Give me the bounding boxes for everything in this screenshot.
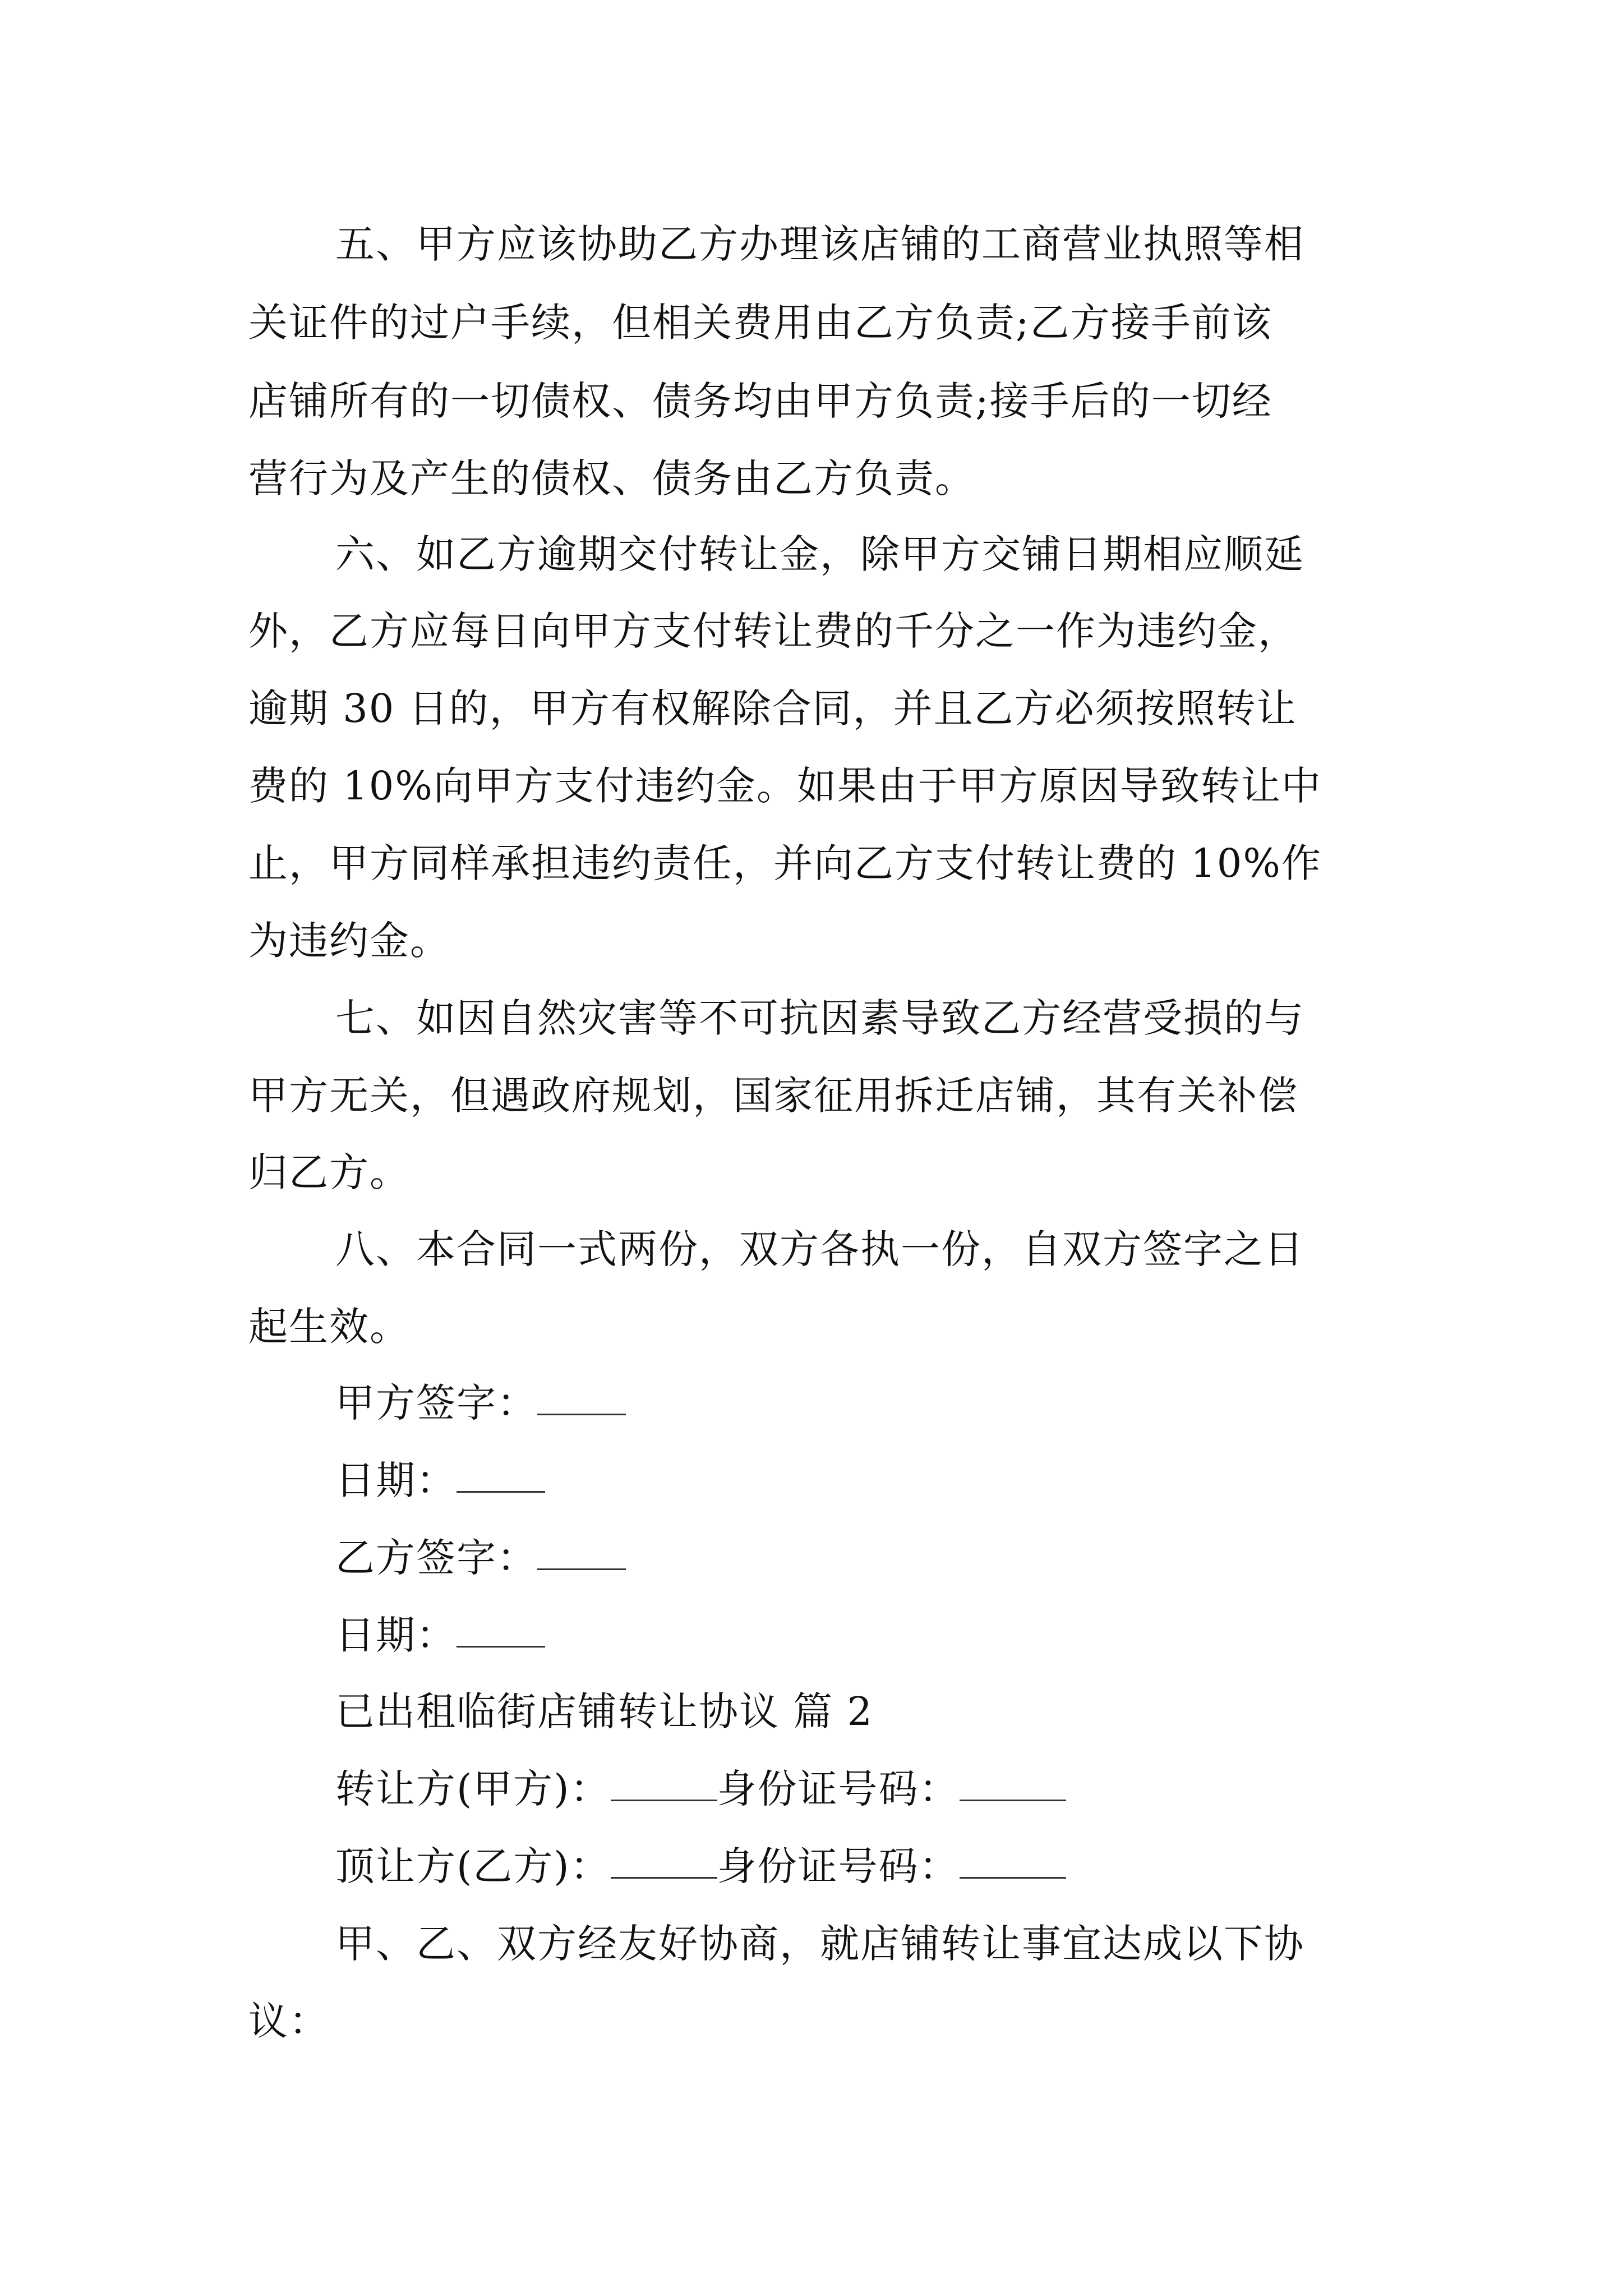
para7-line1: 七、如因自然灾害等不可抗因素导致乙方经营受损的与 [335, 995, 1304, 1041]
transferor-id-blank [960, 1800, 1066, 1801]
para5-line1: 五、甲方应该协助乙方办理该店铺的工商营业执照等相 [335, 221, 1304, 267]
para6-line6: 为违约金。 [248, 918, 450, 964]
transferee-id-label: 身份证号码： [717, 1843, 960, 1889]
date-label-2: 日期： [335, 1612, 457, 1658]
para5-line2: 关证件的过户手续，但相关费用由乙方负责;乙方接手前该 [248, 300, 1272, 346]
para6-line1: 六、如乙方逾期交付转让金，除甲方交铺日期相应顺延 [335, 531, 1304, 577]
transferor-label: 转让方(甲方)： [335, 1766, 611, 1812]
transferee-label: 顶让方(乙方)： [335, 1843, 611, 1889]
para8-line2: 起生效。 [248, 1304, 410, 1350]
transferor-id-label: 身份证号码： [717, 1766, 960, 1812]
transferee-name-blank [611, 1877, 717, 1879]
party-a-signature-blank [537, 1414, 626, 1415]
section2-heading: 已出租临街店铺转让协议 篇 2 [335, 1688, 874, 1734]
party-b-signature-blank [537, 1568, 626, 1570]
para8-line1: 八、本合同一式两份，双方各执一份，自双方签字之日 [335, 1226, 1304, 1272]
transferee-line [335, 1843, 1066, 1889]
section2-intro-line2: 议： [248, 1998, 329, 2044]
para5-line3: 店铺所有的一切债权、债务均由甲方负责;接手后的一切经 [248, 378, 1272, 424]
transferor-name-blank [611, 1800, 717, 1801]
para6-line2: 外，乙方应每日向甲方支付转让费的千分之一作为违约金， [248, 608, 1298, 654]
party-b-signature-line [335, 1535, 626, 1581]
para6-line3: 逾期 30 日的，甲方有权解除合同，并且乙方必须按照转让 [248, 685, 1297, 731]
section2-intro-line1: 甲、乙、双方经友好协商，就店铺转让事宜达成以下协 [335, 1921, 1304, 1967]
para7-line3: 归乙方。 [248, 1149, 410, 1195]
date-blank-1 [457, 1491, 545, 1493]
para7-line2: 甲方无关，但遇政府规划，国家征用拆迁店铺，其有关补偿 [248, 1073, 1298, 1119]
party-a-signature-line [335, 1380, 626, 1426]
date-label-1: 日期： [335, 1457, 457, 1503]
transferor-line [335, 1766, 1066, 1812]
date-blank-2 [457, 1646, 545, 1648]
party-a-signature-label: 甲方签字： [335, 1380, 537, 1426]
party-b-signature-label: 乙方签字： [335, 1535, 537, 1581]
transferee-id-blank [960, 1877, 1066, 1879]
para5-line4: 营行为及产生的债权、债务由乙方负责。 [248, 455, 975, 501]
para6-line4: 费的 10%向甲方支付违约金。如果由于甲方原因导致转让中 [248, 763, 1322, 809]
date-line-2 [335, 1612, 545, 1658]
para6-line5: 止，甲方同样承担违约责任，并向乙方支付转让费的 10%作 [248, 840, 1322, 886]
date-line-1 [335, 1457, 545, 1503]
